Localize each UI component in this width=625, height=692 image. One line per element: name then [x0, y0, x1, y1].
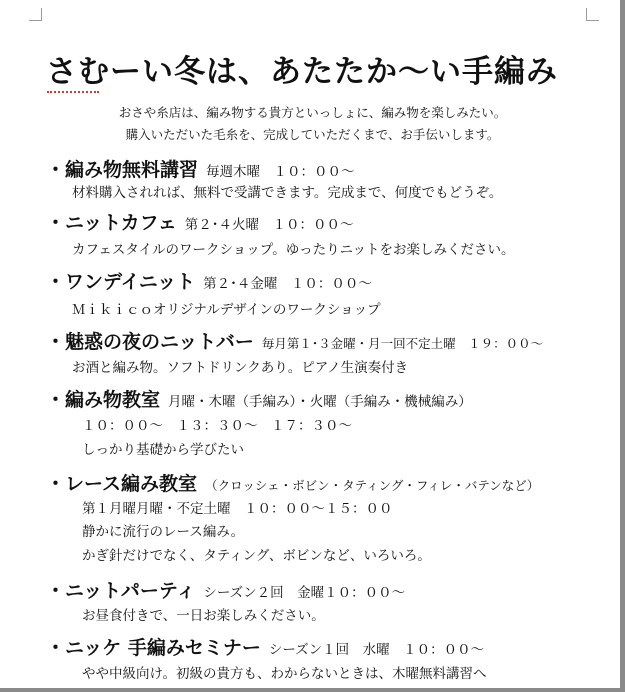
section-detail[interactable]: 第１月曜月曜・不定土曜 １０：００〜１５：００ — [82, 501, 393, 517]
section-title: ・編み物教室 — [46, 389, 161, 411]
section-heading-knit-party[interactable] — [46, 576, 405, 603]
spellcheck-underline — [47, 87, 99, 93]
section-title: ・ニットパーティ — [46, 580, 196, 602]
section-title: ・ワンデイニット — [46, 271, 196, 293]
section-detail[interactable]: お昼食付きで、一日お楽しみください。 — [82, 608, 325, 624]
section-schedule: シーズン２回 金曜１０：００〜 — [203, 585, 406, 601]
section-schedule: 月曜・木曜（手編み）・火曜（手編み・機械編み） — [168, 394, 472, 410]
section-schedule: （クロッシェ・ボビン・タティング・フィレ・バテンなど） — [205, 478, 540, 493]
section-heading-knit-cafe[interactable] — [46, 208, 353, 235]
section-schedule: シーズン１回 水曜 １０：００〜 — [268, 642, 485, 658]
section-detail[interactable]: １０：００〜 １３：３０〜 １７：３０〜 — [82, 418, 352, 434]
intro-line-1[interactable]: おさや糸店は、編み物する貴方といっしょに、編み物を楽しみたい。 — [118, 105, 507, 120]
section-title: ・レース編み教室 — [46, 473, 198, 495]
section-title: ・ニットカフェ — [46, 212, 177, 234]
section-detail[interactable]: かぎ針だけでなく、タティング、ボビンなど、いろいろ。 — [82, 548, 431, 564]
section-detail[interactable]: カフェスタイルのワークショップ。ゆったりニットをお楽しみください。 — [72, 242, 515, 258]
section-title: ・魅惑の夜のニットバー — [46, 331, 254, 353]
section-heading-free-lesson[interactable] — [46, 155, 355, 182]
corner-mark-top-right — [586, 8, 599, 21]
window-bottom-edge — [0, 688, 620, 692]
section-heading-night-knit-bar[interactable] — [46, 327, 543, 354]
section-heading-knitting-class[interactable] — [46, 385, 472, 412]
section-schedule: 毎月第１･３金曜・月一回不定土曜 １９：００〜 — [261, 336, 544, 351]
section-schedule: 第２･４金曜 １０：００〜 — [203, 276, 372, 292]
section-schedule: 毎週木曜 １０：００〜 — [206, 164, 355, 180]
section-detail[interactable]: お酒と編み物。ソフトドリンクあり。ピアノ生演奏付き — [72, 360, 409, 376]
section-detail[interactable]: Ｍｉｋｉｃｏオリジナルデザインのワークショップ — [72, 302, 381, 318]
section-detail[interactable]: 静かに流行のレース編み。 — [82, 524, 245, 540]
flyer-title[interactable]: さむーい冬は、あたたか〜い手編み — [46, 54, 558, 90]
intro-line-2[interactable]: 購入いただいた毛糸を、完成していただくまで、お手伝いします。 — [125, 127, 500, 142]
section-heading-lace-class[interactable] — [46, 469, 539, 496]
corner-mark-top-left — [29, 8, 42, 21]
section-heading-nikke-seminar[interactable] — [46, 633, 484, 660]
section-schedule: 第２･４火曜 １０：００〜 — [184, 217, 354, 233]
section-title: ・編み物無料講習 — [46, 159, 199, 181]
section-detail[interactable]: しっかり基礎から学びたい — [82, 442, 244, 458]
section-detail[interactable]: やや中級向け。初級の貴方も、わからないときは、木曜無料講習へ — [82, 666, 487, 682]
section-detail[interactable]: 材料購入されれば、無料で受講できます。完成まで、何度でもどうぞ。 — [72, 185, 503, 201]
section-title: ・ニッケ 手編みセミナー — [46, 637, 261, 659]
section-heading-one-day-knit[interactable] — [46, 267, 372, 294]
